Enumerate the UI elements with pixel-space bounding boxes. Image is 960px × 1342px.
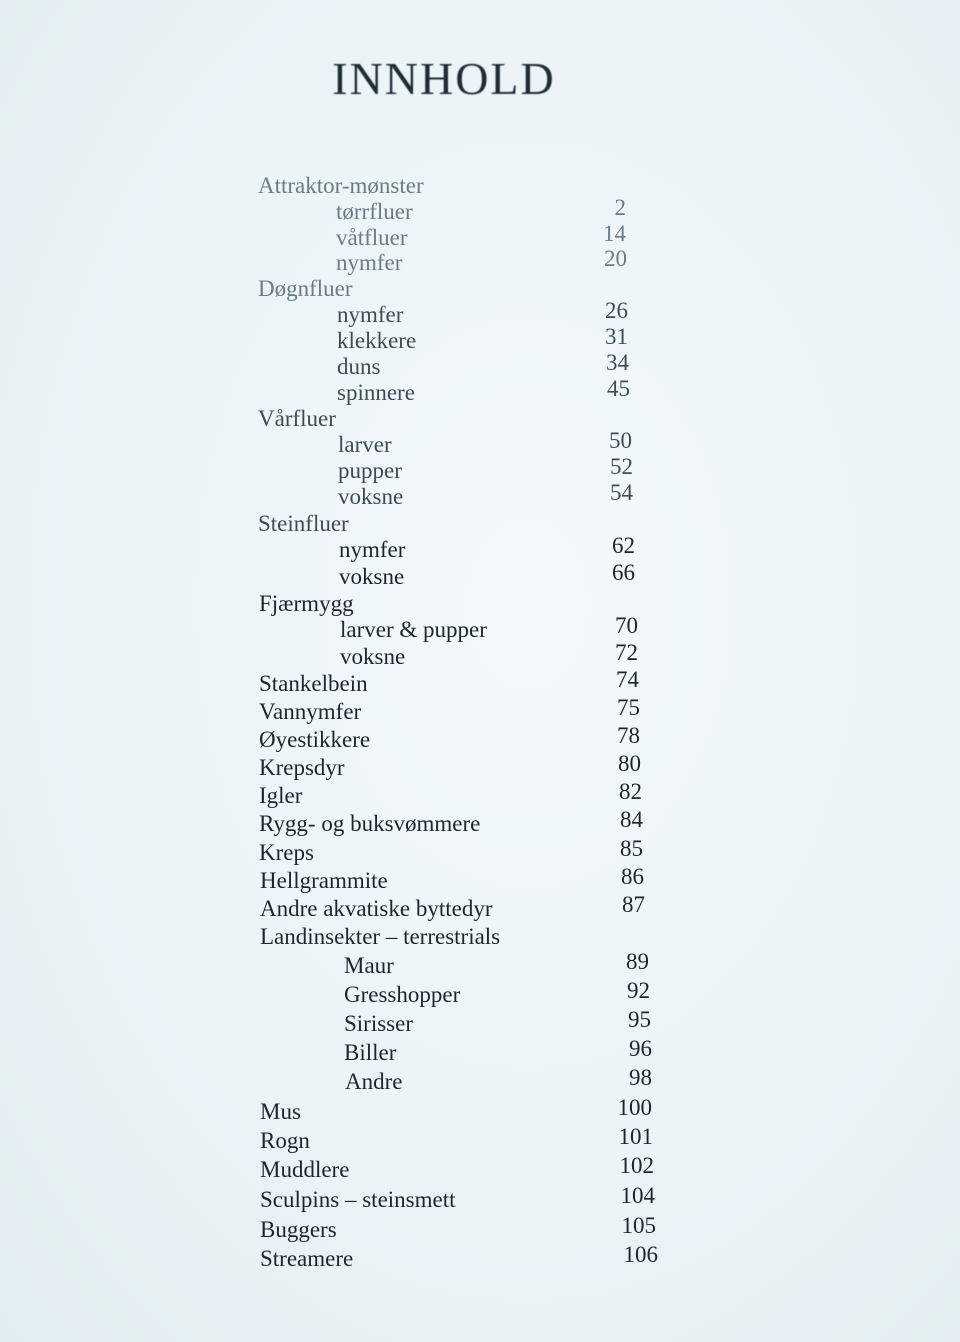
toc-entry-page: 14 <box>603 221 626 246</box>
toc-entry-page: 95 <box>628 1007 651 1032</box>
toc-entry-label: Attraktor-mønster <box>258 173 424 198</box>
toc-entry-label: larver <box>338 432 392 457</box>
toc-entry <box>258 246 678 277</box>
toc-entry-label: nymfer <box>336 250 403 275</box>
toc-entry <box>258 1153 678 1184</box>
toc-entry <box>258 560 678 591</box>
toc-entry-label: Andre <box>345 1069 403 1094</box>
toc-entry <box>258 949 678 980</box>
toc-entry-page: 50 <box>609 428 632 453</box>
toc-entry-page: 84 <box>620 807 643 832</box>
toc-entry-label: Biller <box>344 1040 397 1065</box>
toc-entry <box>258 978 678 1009</box>
toc-entry-label: Maur <box>344 953 394 978</box>
toc-entry <box>258 1124 678 1155</box>
toc-entry-label: Fjærmygg <box>259 591 354 616</box>
toc-entry-label: voksne <box>340 644 406 669</box>
toc-entry-label: Streamere <box>260 1246 354 1271</box>
toc-entry <box>258 807 678 838</box>
toc-entry-page: 80 <box>618 751 641 776</box>
toc-entry-label: nymfer <box>339 537 406 562</box>
toc-entry-label: Rygg- og buksvømmere <box>259 811 481 836</box>
toc-entry-label: Buggers <box>260 1217 337 1242</box>
toc-entry-label: Kreps <box>259 840 314 865</box>
toc-entry-page: 86 <box>621 864 644 889</box>
toc-entry <box>258 1007 678 1038</box>
toc-entry <box>258 480 678 511</box>
toc-entry-label: Stankelbein <box>259 671 368 696</box>
toc-entry-page: 74 <box>616 667 639 692</box>
toc-entry-page: 72 <box>615 640 638 665</box>
toc-entry <box>258 1242 678 1273</box>
toc-entry-label: larver & pupper <box>340 617 487 642</box>
toc-entry-label: Igler <box>259 783 303 808</box>
toc-entry-label: voksne <box>338 484 404 509</box>
toc-entry-page: 70 <box>615 613 638 638</box>
toc-entry-label: tørrfluer <box>336 199 413 224</box>
toc-entry-label: Landinsekter – terrestrials <box>260 924 501 949</box>
toc-entry-label: duns <box>337 354 381 379</box>
toc-entry-page: 105 <box>621 1213 656 1238</box>
toc-entry-page: 62 <box>612 533 635 558</box>
toc-entry-page: 66 <box>612 560 635 585</box>
toc-entry-page: 26 <box>605 298 628 323</box>
toc-entry-label: Sculpins – steinsmett <box>260 1187 456 1212</box>
toc-entry-page: 101 <box>618 1124 653 1149</box>
toc-entry-page: 34 <box>606 350 629 375</box>
toc-entry-label: pupper <box>338 458 402 483</box>
toc-entry-page: 20 <box>604 246 627 271</box>
toc-entry-label: spinnere <box>337 380 415 405</box>
toc-entry <box>258 1036 678 1067</box>
toc-entry-label: nymfer <box>337 302 404 327</box>
toc-entry-page: 87 <box>622 892 645 917</box>
toc-entry-label: Gresshopper <box>344 982 461 1007</box>
toc-entry-label: våtfluer <box>336 225 408 250</box>
toc-entry-page: 89 <box>626 949 649 974</box>
toc-entry-label: Sirisser <box>344 1011 413 1036</box>
toc-entry-page: 102 <box>619 1153 654 1178</box>
toc-entry <box>258 923 678 951</box>
toc-entry-page: 85 <box>620 836 643 861</box>
toc-entry-label: Rogn <box>260 1128 310 1153</box>
toc-entry-label: klekkere <box>337 328 417 353</box>
toc-entry <box>258 1095 678 1126</box>
toc-entry <box>258 892 678 923</box>
toc-entry-page: 92 <box>627 978 650 1003</box>
toc-entry-label: voksne <box>339 564 405 589</box>
toc-entry-page: 98 <box>629 1065 652 1090</box>
toc-entry-label: Døgnfluer <box>258 276 353 301</box>
toc-entry-label: Steinfluer <box>258 511 349 536</box>
toc-entry-label: Øyestikkere <box>259 727 371 752</box>
toc-entry-page: 96 <box>629 1036 652 1061</box>
toc-entry-page: 54 <box>610 480 633 505</box>
toc-entry-page: 104 <box>620 1183 655 1208</box>
toc-entry-page: 45 <box>607 376 630 401</box>
toc-entry-page: 31 <box>605 324 628 349</box>
toc-entry-page: 2 <box>614 195 626 220</box>
toc-entry-page: 82 <box>619 779 642 804</box>
toc-entry <box>258 1065 678 1096</box>
toc-entry-label: Mus <box>260 1099 301 1124</box>
page-title: INNHOLD <box>332 53 556 104</box>
toc-entry-page: 78 <box>617 723 640 748</box>
toc-entry <box>258 1183 678 1214</box>
toc-entry <box>258 376 678 407</box>
toc-entry <box>258 1213 678 1244</box>
toc-entry-page: 106 <box>623 1242 658 1267</box>
toc-entry-label: Andre akvatiske byttedyr <box>260 896 493 921</box>
toc-entry-label: Hellgrammite <box>260 868 388 893</box>
toc-entry-page: 52 <box>610 454 633 479</box>
toc-entry-label: Krepsdyr <box>259 755 345 780</box>
toc-entry-label: Vårfluer <box>258 406 336 431</box>
toc-entry-label: Vannymfer <box>259 699 362 724</box>
toc-entry-label: Muddlere <box>260 1157 350 1182</box>
toc-entry-page: 75 <box>617 695 640 720</box>
toc-entry-page: 100 <box>617 1095 652 1120</box>
